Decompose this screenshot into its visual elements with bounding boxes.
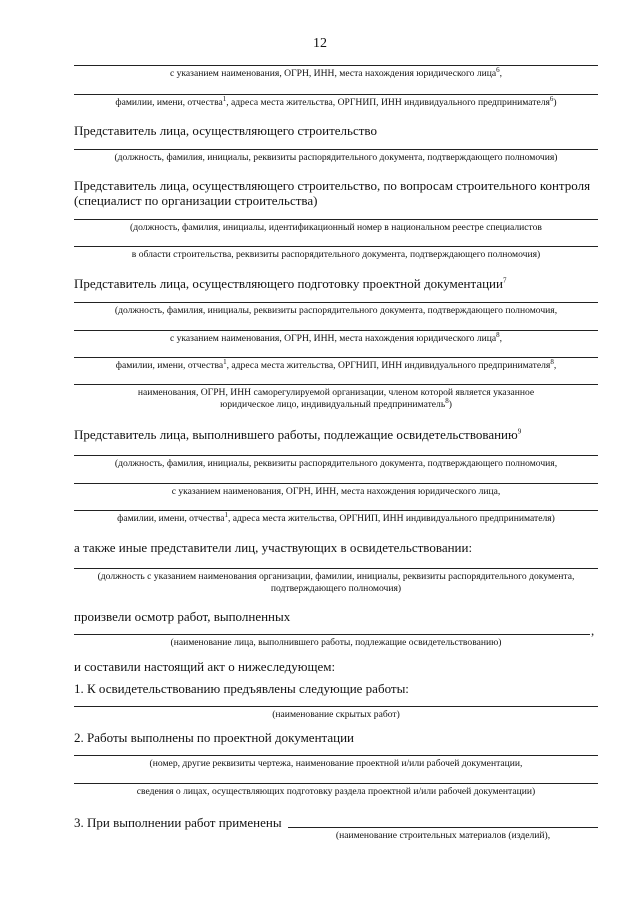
field-caption: (наименование строительных материалов (изделий),: [335, 830, 551, 841]
fill-line: [74, 510, 598, 511]
works-performer-heading: Представитель лица, выполнившего работы, подлежащие освидетельствованию$^9$: [74, 427, 522, 442]
fill-line: [288, 827, 598, 828]
field-caption: (должность, фамилия, инициалы, реквизиты распорядительного документа, подтверждающего полномочия): [114, 152, 558, 163]
field-caption: с указанием наименования, ОГРН, ИНН, места нахождения юридического лица$^6$,: [169, 65, 503, 79]
fill-line: [74, 455, 598, 456]
design-documentation-heading: Представитель лица, осуществляющего подготовку проектной документации$^7$: [74, 276, 507, 291]
construction-control-heading: Представитель лица, осуществляющего строительство, по вопросам строительного контроля (специалист по организации строительства): [74, 178, 591, 208]
field-caption: наименования, ОГРН, ИНН саморегулируемой организации, членом которой является указанное юридическое лицо, индивидуальный предприниматель$^8$): [137, 387, 535, 410]
fill-line: [74, 384, 598, 385]
field-caption: (должность, фамилия, инициалы, идентификационный номер в национальном реестре специалистов: [130, 222, 542, 233]
fill-line: [74, 149, 598, 150]
field-caption: фамилии, имени, отчества$^1$, адреса места жительства, ОРГНИП, ИНН индивидуального предпринимателя$^6$): [115, 94, 557, 108]
design-docs-heading: 2. Работы выполнены по проектной документации: [74, 730, 355, 745]
fill-line: [74, 634, 590, 635]
fill-line: [74, 706, 598, 707]
field-caption: (наименование лица, выполнившего работы, подлежащие освидетельствованию): [170, 637, 502, 648]
fill-line: [74, 357, 598, 358]
materials-applied-heading: 3. При выполнении работ применены: [74, 815, 282, 830]
field-caption: в области строительства, реквизиты распорядительного документа, подтверждающего полномочия): [131, 249, 541, 260]
inspection-performed-text: произвели осмотр работ, выполненных: [74, 609, 291, 624]
fill-line: [74, 94, 598, 95]
fill-line: [74, 568, 598, 569]
representative-builder-heading: Представитель лица, осуществляющего строительство: [74, 123, 377, 138]
page-number: 12: [313, 36, 327, 51]
field-caption: (номер, другие реквизиты чертежа, наименование проектной и/или рабочей документации,: [149, 758, 523, 769]
field-caption: (наименование скрытых работ): [272, 709, 400, 720]
fill-line: [74, 302, 598, 303]
field-caption: фамилии, имени, отчества$^1$, адреса места жительства, ОРГНИП, ИНН индивидуального предпринимателя$^8$,: [115, 357, 557, 371]
field-caption: (должность, фамилия, инициалы, реквизиты распорядительного документа, подтверждающего полномочия,: [114, 305, 558, 316]
fill-line: [74, 219, 598, 220]
act-compiled-text: и составили настоящий акт о нижеследующем:: [74, 659, 336, 674]
fill-line: [74, 483, 598, 484]
other-representatives-heading: а также иные представители лиц, участвующих в освидетельствовании:: [74, 540, 473, 555]
line-comma: ,: [591, 623, 595, 638]
works-presented-heading: 1. К освидетельствованию предъявлены следующие работы:: [74, 681, 409, 696]
field-caption: с указанием наименования, ОГРН, ИНН, места нахождения юридического лица$^8$,: [169, 330, 503, 344]
fill-line: [74, 330, 598, 331]
field-caption: сведения о лицах, осуществляющих подготовку раздела проектной и/или рабочей документации): [136, 786, 536, 797]
field-caption: (должность, фамилия, инициалы, реквизиты распорядительного документа, подтверждающего полномочия,: [114, 458, 558, 469]
fill-line: [74, 65, 598, 66]
fill-line: [74, 783, 598, 784]
fill-line: [74, 755, 598, 756]
field-caption: фамилии, имени, отчества$^1$, адреса места жительства, ОРГНИП, ИНН индивидуального предпринимателя): [117, 510, 555, 524]
fill-line: [74, 246, 598, 247]
field-caption: (должность с указанием наименования организации, фамилии, инициалы, реквизиты распорядительного документа, подтверждающего полномочия): [97, 571, 575, 594]
field-caption: с указанием наименования, ОГРН, ИНН, места нахождения юридического лица,: [171, 486, 501, 497]
